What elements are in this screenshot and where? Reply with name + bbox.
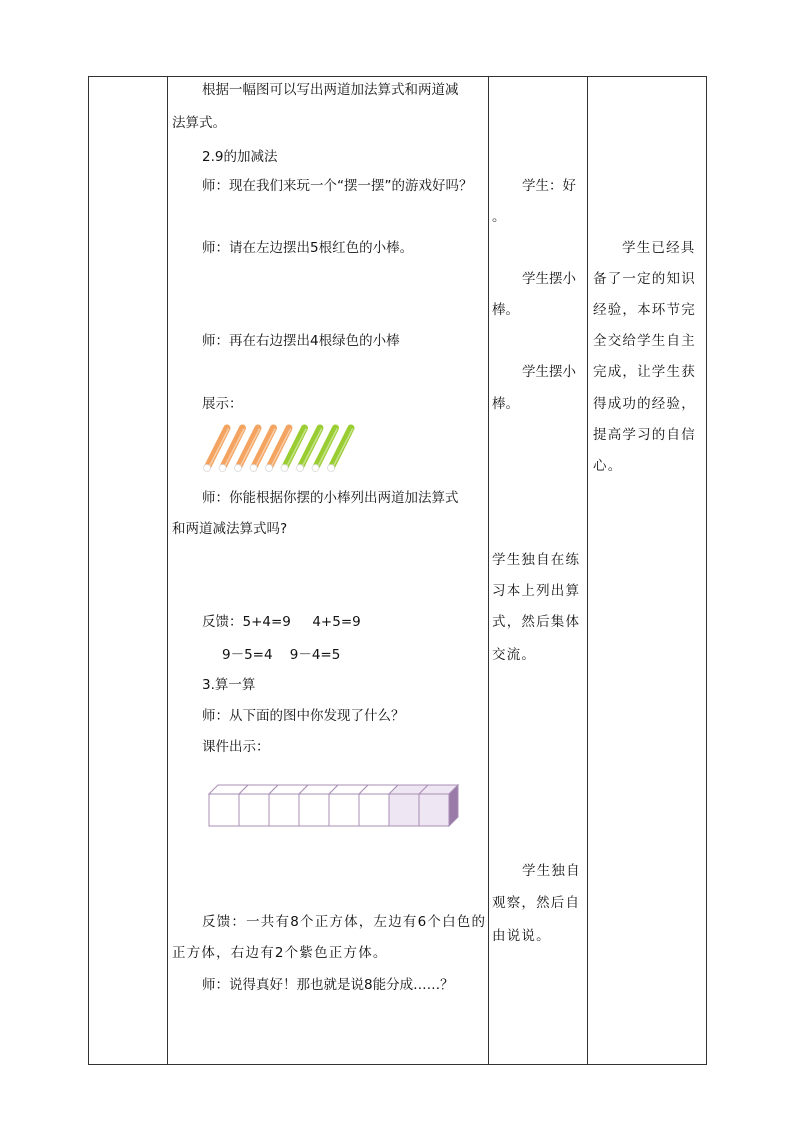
cubes-illustration: [205, 780, 470, 832]
design-note-line6: 得成功的经验，: [593, 396, 696, 412]
student-activity-e-line2: 观察，然后自: [492, 895, 581, 911]
student-activity-d-line3: 式，然后集体: [492, 614, 581, 630]
stick-tip: [297, 465, 304, 472]
student-activity-a-line2: 。: [492, 209, 506, 225]
student-activity-e-line3: 由说说。: [492, 928, 551, 944]
stick-tip: [266, 465, 273, 472]
intro-text-line1: 根据一幅图可以写出两道加法算式和两道减: [202, 82, 459, 98]
white-cube-front: [329, 794, 359, 826]
stick-tip: [328, 465, 335, 472]
show-label: 展示：: [202, 396, 243, 412]
design-note-line8: 心。: [593, 458, 623, 474]
teacher-question-4-line2: 和两道减法算式吗?: [172, 521, 288, 537]
feedback-1-line1: 反馈：5+4=9 4+5=9: [202, 614, 361, 630]
teacher-question-1: 师：现在我们来玩一个“摆一摆”的游戏好吗？: [202, 178, 473, 194]
student-activity-a-line1: 学生：好: [522, 178, 576, 194]
design-note-line3: 经验，本环节完: [593, 302, 696, 318]
stick-tip: [204, 465, 211, 472]
teacher-question-5: 师：从下面的图中你发现了什么？: [202, 708, 405, 724]
design-note-line5: 完成，让学生获: [593, 364, 696, 380]
student-activity-d-line1: 学生独自在练: [492, 552, 581, 568]
white-cube-front: [359, 794, 389, 826]
purple-cube-front: [419, 794, 449, 826]
white-cube-front: [209, 794, 239, 826]
stick-tip: [219, 465, 226, 472]
white-cube-front: [269, 794, 299, 826]
student-activity-d-line4: 交流。: [492, 647, 537, 663]
sticks-illustration: [195, 420, 355, 475]
student-activity-b-line2: 棒。: [492, 302, 519, 318]
student-activity-d-line2: 习本上列出算: [492, 583, 581, 599]
white-cube-front: [239, 794, 269, 826]
stick-tip: [235, 465, 242, 472]
student-activity-c-line1: 学生摆小: [522, 364, 576, 380]
teacher-question-4-line1: 师：你能根据你摆的小棒列出两道加法算式: [202, 490, 459, 506]
student-activity-c-line2: 棒。: [492, 396, 519, 412]
stick-tip: [250, 465, 257, 472]
student-activity-b-line1: 学生摆小: [522, 271, 576, 287]
section-title-2: 2.9的加减法: [202, 149, 278, 165]
white-cube-front: [299, 794, 329, 826]
courseware-label: 课件出示：: [202, 739, 270, 755]
stick-tip: [312, 465, 319, 472]
feedback-1-line2: 9－5=4 9－4=5: [222, 647, 341, 663]
teacher-question-2: 师：请在左边摆出5根红色的小棒。: [202, 240, 414, 256]
design-note-line7: 提高学习的自信: [593, 427, 696, 443]
teacher-question-6: 师：说得真好！那也就是说8能分成……？: [202, 977, 454, 993]
teacher-question-3: 师：再在右边摆出4根绿色的小棒: [202, 333, 400, 349]
section-title-3: 3.算一算: [202, 677, 256, 693]
design-note-line2: 备了一定的知识: [593, 271, 696, 287]
purple-cube-front: [389, 794, 419, 826]
design-note-line1: 学生已经具: [622, 240, 696, 256]
student-activity-e-line1: 学生独自: [522, 863, 581, 879]
feedback-2-line1: 反馈：一共有8个正方体，左边有6个白色的: [202, 914, 487, 930]
column-divider-3: [587, 76, 588, 1065]
intro-text-line2: 法算式。: [172, 115, 226, 131]
column-divider-1: [167, 76, 168, 1065]
design-note-line4: 全交给学生自主: [593, 333, 696, 349]
stick-tip: [281, 465, 288, 472]
feedback-2-line2: 正方体，右边有2个紫色正方体。: [172, 945, 388, 961]
